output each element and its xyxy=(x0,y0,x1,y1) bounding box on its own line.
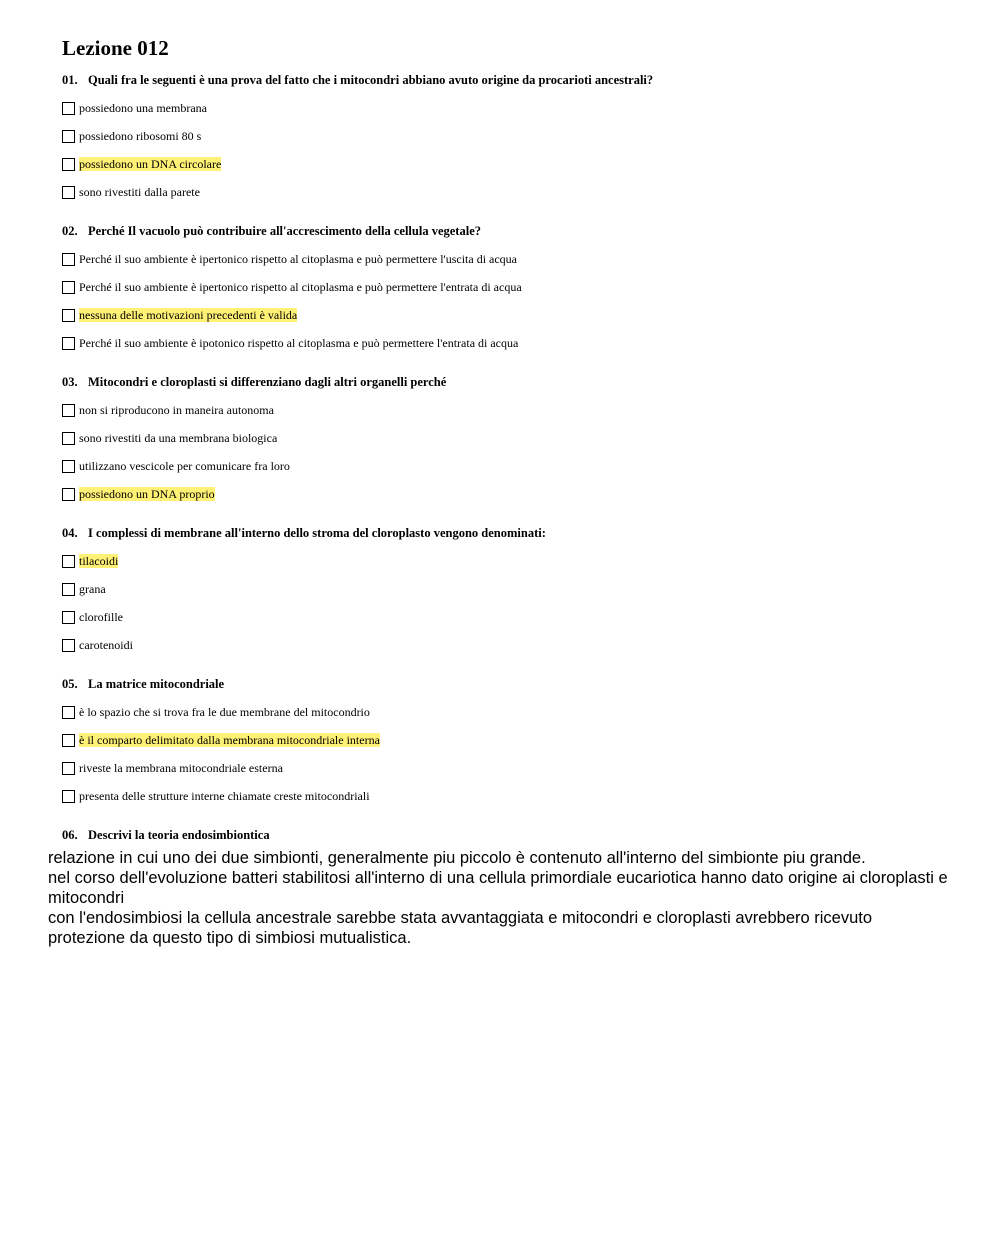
answer-line: con l'endosimbiosi la cellula ancestrale sarebbe stata avvantaggiata e mitocondri e cloroplasti avrebbero ricevuto protezione da questo tipo di simbiosi mutualistica. xyxy=(48,909,873,947)
question-label: Mitocondri e cloroplasti si differenziano dagli altri organelli perché xyxy=(88,375,447,389)
option[interactable] xyxy=(62,631,962,659)
option-label: grana xyxy=(79,582,106,596)
checkbox[interactable] xyxy=(62,432,75,445)
option-label: sono rivestiti da una membrana biologica xyxy=(79,431,278,445)
question-label: Descrivi la teoria endosimbiontica xyxy=(88,828,270,842)
checkbox[interactable] xyxy=(62,309,75,322)
option[interactable] xyxy=(62,698,962,726)
question-text xyxy=(62,372,962,392)
checkbox[interactable] xyxy=(62,790,75,803)
question-label: Quali fra le seguenti è una prova del fatto che i mitocondri abbiano avuto origine da procarioti ancestrali? xyxy=(88,73,654,87)
question-number: 03. xyxy=(62,375,78,389)
question-01 xyxy=(62,70,962,206)
option-label-correct: nessuna delle motivazioni precedenti è valida xyxy=(79,308,298,322)
option[interactable] xyxy=(62,547,962,575)
open-answer-text xyxy=(48,848,953,948)
checkbox[interactable] xyxy=(62,734,75,747)
option[interactable] xyxy=(62,424,962,452)
checkbox[interactable] xyxy=(62,404,75,417)
question-text xyxy=(62,70,962,90)
option[interactable] xyxy=(62,329,962,357)
option-label: presenta delle strutture interne chiamate creste mitocondriali xyxy=(79,789,370,803)
answer-line: relazione in cui uno dei due simbionti, generalmente piu piccolo è contenuto all'interno del simbionte piu grande. xyxy=(48,849,866,867)
option-label: sono rivestiti dalla parete xyxy=(79,185,200,199)
question-label: I complessi di membrane all'interno dello stroma del cloroplasto vengono denominati: xyxy=(88,526,546,540)
checkbox[interactable] xyxy=(62,460,75,473)
option-label: possiedono ribosomi 80 s xyxy=(79,129,202,143)
option[interactable] xyxy=(62,150,962,178)
option[interactable] xyxy=(62,396,962,424)
option-label: è lo spazio che si trova fra le due membrane del mitocondrio xyxy=(79,705,370,719)
checkbox[interactable] xyxy=(62,488,75,501)
option-label: utilizzano vescicole per comunicare fra loro xyxy=(79,459,290,473)
question-02 xyxy=(62,221,962,357)
option-label: carotenoidi xyxy=(79,638,133,652)
question-text xyxy=(62,825,962,845)
question-label: La matrice mitocondriale xyxy=(88,677,225,691)
checkbox[interactable] xyxy=(62,555,75,568)
checkbox[interactable] xyxy=(62,253,75,266)
question-label: Perché Il vacuolo può contribuire all'accrescimento della cellula vegetale? xyxy=(88,224,481,238)
option-label: riveste la membrana mitocondriale esterna xyxy=(79,761,283,775)
option[interactable] xyxy=(62,726,962,754)
option-label-correct: è il comparto delimitato dalla membrana mitocondriale interna xyxy=(79,733,380,747)
checkbox[interactable] xyxy=(62,337,75,350)
question-text xyxy=(62,674,962,694)
option[interactable] xyxy=(62,782,962,810)
checkbox[interactable] xyxy=(62,186,75,199)
option[interactable] xyxy=(62,178,962,206)
checkbox[interactable] xyxy=(62,762,75,775)
checkbox[interactable] xyxy=(62,583,75,596)
checkbox[interactable] xyxy=(62,281,75,294)
option-label: non si riproducono in maneira autonoma xyxy=(79,403,274,417)
question-number: 04. xyxy=(62,526,78,540)
question-05 xyxy=(62,674,962,810)
option-label: possiedono una membrana xyxy=(79,101,207,115)
option[interactable] xyxy=(62,273,962,301)
option-label: Perché il suo ambiente è ipertonico rispetto al citoplasma e può permettere l'entrata di acqua xyxy=(79,280,522,294)
question-03 xyxy=(62,372,962,508)
question-number: 02. xyxy=(62,224,78,238)
option[interactable] xyxy=(62,575,962,603)
option[interactable] xyxy=(62,245,962,273)
answer-line: nel corso dell'evoluzione batteri stabilitosi all'interno di una cellula primordiale eucariotica hanno dato origine ai cloroplasti e mitocondri xyxy=(48,869,948,907)
question-number: 05. xyxy=(62,677,78,691)
option[interactable] xyxy=(62,480,962,508)
option[interactable] xyxy=(62,94,962,122)
option[interactable] xyxy=(62,603,962,631)
option-label: Perché il suo ambiente è ipotonico rispetto al citoplasma e può permettere l'entrata di acqua xyxy=(79,336,519,350)
option-label-correct: tilacoidi xyxy=(79,554,119,568)
checkbox[interactable] xyxy=(62,611,75,624)
option[interactable] xyxy=(62,452,962,480)
option-label: clorofille xyxy=(79,610,123,624)
option[interactable] xyxy=(62,301,962,329)
option-label-correct: possiedono un DNA circolare xyxy=(79,157,222,171)
option[interactable] xyxy=(62,122,962,150)
option[interactable] xyxy=(62,754,962,782)
option-label: Perché il suo ambiente è ipertonico rispetto al citoplasma e può permettere l'uscita di acqua xyxy=(79,252,518,266)
question-06 xyxy=(62,825,962,845)
checkbox[interactable] xyxy=(62,706,75,719)
question-number: 06. xyxy=(62,828,78,842)
question-04 xyxy=(62,523,962,659)
option-label-correct: possiedono un DNA proprio xyxy=(79,487,215,501)
page-title: Lezione 012 xyxy=(62,36,169,60)
checkbox[interactable] xyxy=(62,130,75,143)
question-text xyxy=(62,523,962,543)
question-number: 01. xyxy=(62,73,78,87)
question-text xyxy=(62,221,962,241)
checkbox[interactable] xyxy=(62,158,75,171)
checkbox[interactable] xyxy=(62,102,75,115)
checkbox[interactable] xyxy=(62,639,75,652)
